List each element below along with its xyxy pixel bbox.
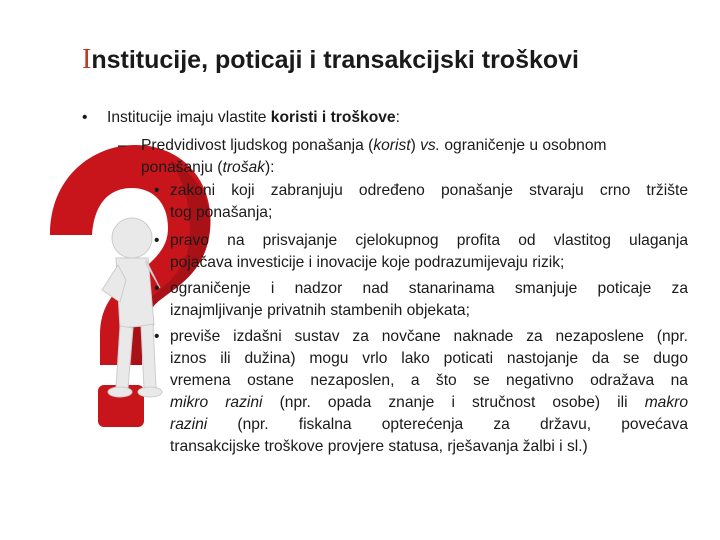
title-text: nstitucije, poticaji i transakcijski troškovi bbox=[91, 46, 579, 74]
bullet-1-text: Institucije imaju vlastite koristi i troškove: bbox=[107, 109, 400, 126]
sub-bullet-1-line-1: Predvidivost ljudskog ponašanja (korist) vs. ograničenje u osobnom bbox=[141, 137, 607, 154]
item-4-line-1: previše izdašni sustav za novčane naknade za nezaposlene (npr. bbox=[170, 328, 688, 345]
item-3-marker: • bbox=[154, 280, 160, 297]
item-1-line-2: tog ponašanja; bbox=[170, 204, 273, 221]
slide-title bbox=[82, 44, 579, 76]
item-3-line-2: iznajmljivanje privatnih stambenih objekata; bbox=[170, 302, 470, 319]
sub-bullet-1-line-2: ponašanju (trošak): bbox=[141, 159, 275, 176]
bullet-1-marker: • bbox=[82, 109, 88, 126]
item-4-marker: • bbox=[154, 328, 160, 345]
item-2-line-2: pojačava investicije i inovacije koje podrazumijevaju rizik; bbox=[170, 254, 565, 271]
item-3-line-1: ograničenje i nadzor nad stanarinama smanjuje poticaje za bbox=[170, 280, 688, 297]
sub-bullet-1-marker: – bbox=[118, 137, 127, 154]
item-4-line-4: mikro razini (npr. opada znanje i stručnost osobe) ili makro bbox=[170, 394, 689, 411]
item-4-line-5: razini (npr. fiskalna opterećenja za državu, povećava bbox=[170, 416, 688, 433]
title-first-letter: I bbox=[82, 44, 92, 75]
item-4-line-6: transakcijske troškove provjere statusa, rješavanja žalbi i sl.) bbox=[170, 438, 588, 455]
item-4-line-3: vremena ostane nezaposlen, a što se negativno odražava na bbox=[170, 372, 688, 389]
bullet-1-bold: koristi i troškove bbox=[270, 109, 396, 126]
item-1-marker: • bbox=[154, 182, 160, 199]
item-1-line-1: zakoni koji zabranjuju određeno ponašanje stvaraju crno tržište bbox=[170, 182, 688, 199]
item-2-marker: • bbox=[154, 232, 160, 249]
item-2-line-1: pravo na prisvajanje cjelokupnog profita od vlastitog ulaganja bbox=[170, 232, 688, 249]
item-4-line-2: iznos ili dužina) mogu vrlo lako poticati nastojanje da se dugo bbox=[170, 350, 688, 367]
